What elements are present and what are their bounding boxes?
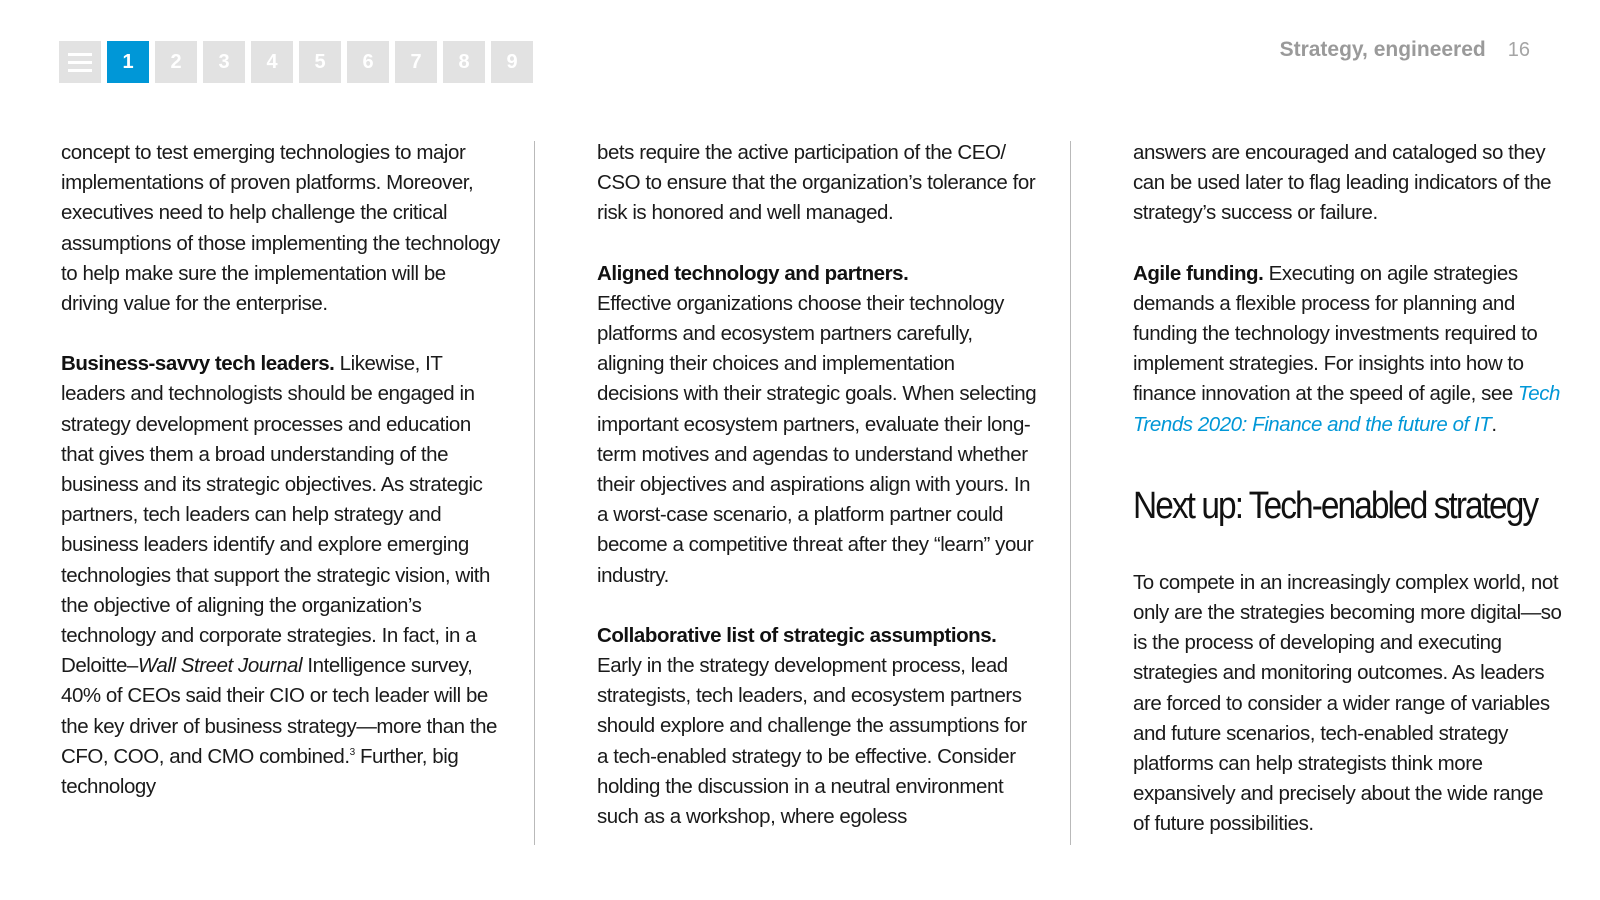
column-1 — [61, 138, 501, 832]
page-header — [1280, 38, 1530, 62]
paragraph-text: . — [1491, 412, 1497, 436]
section-heading: Agile funding. — [1133, 261, 1264, 285]
paragraph-text: Executing on agile strategies demands a flexible process for planning and funding the technology investments required to implement strategies. For insights into how to finance innovation at the speed of agile, see — [1133, 261, 1538, 406]
page-tab-4[interactable]: 4 — [251, 41, 293, 83]
paragraph-text: Likewise, IT leaders and technologists should be engaged in strategy development processes and education that gives them a broad understanding of the business and its strategic objectives. As strategic partners, tech leaders can help strategy and business leaders identify and explore emerging technologies that support the strategic vision, with the objective of aligning the organization’s technology and corporate strategies. In fact, in a Deloitte– — [61, 352, 490, 678]
page-tab-8[interactable]: 8 — [443, 41, 485, 83]
column-3 — [1133, 138, 1563, 870]
footnote-ref[interactable]: 3 — [349, 747, 355, 759]
page-tab-7[interactable]: 7 — [395, 41, 437, 83]
paragraph-text: Intelligence survey, 40% of CEOs said their CIO or tech leader will be the key driver of business strategy—more than the CFO, COO, and CMO combined. — [61, 654, 498, 768]
section-heading: Collaborative list of strategic assumptions. — [597, 623, 997, 647]
paragraph-business-savvy — [61, 349, 501, 802]
paragraph-text: Effective organizations choose their technology platforms and ecosystem partners carefully, aligning their choices and implementation decisions with their strategic goals. When selecting important ecosystem partners, evaluate their long-term motives and agendas to understand whether their objectives and aspirations align with yours. In a worst-case scenario, a platform partner could become a competitive threat after they “learn” your industry. — [597, 291, 1037, 587]
page-navigation — [59, 41, 533, 83]
column-divider — [1070, 141, 1071, 845]
document-title: Strategy, engineered — [1279, 38, 1486, 61]
page-tab-9[interactable]: 9 — [491, 41, 533, 83]
column-divider — [534, 141, 535, 845]
tech-trends-link[interactable]: Tech Trends 2020: Finance and the future of IT — [1133, 382, 1560, 436]
paragraph-text: Early in the strategy development process, lead strategists, tech leaders, and ecosystem partners should explore and challenge the assumptions for a tech-enabled strategy to be effective. Consider holding the discussion in a neutral environment such as a workshop, where egoless — [597, 654, 1027, 829]
column-2 — [597, 138, 1037, 862]
paragraph-continued: bets require the active participation of the CEO/ CSO to ensure that the organization’s tolerance for risk is honored and well managed. — [597, 141, 1036, 225]
publication-name: Wall Street Journal — [137, 654, 303, 678]
section-heading: Aligned technology and partners. — [597, 261, 909, 285]
page-tab-5[interactable]: 5 — [299, 41, 341, 83]
page-tab-1[interactable]: 1 — [107, 41, 149, 83]
paragraph-text: Further, big technology — [61, 744, 459, 799]
paragraph-next-up: To compete in an increasingly complex world, not only are the strategies becoming more digital—so is the process of developing and executing strategies and monitoring outcomes. As leaders are forced to consider a wider range of variables and future scenarios, tech-enabled strategy platforms can help strategists think more expansively and precisely about the wide range of future possibilities. — [1133, 570, 1562, 836]
paragraph-aligned-technology — [597, 259, 1037, 591]
menu-icon[interactable] — [59, 41, 101, 83]
next-up-heading: Next up: Tech-enabled strategy — [1133, 484, 1538, 527]
section-heading: Business-savvy tech leaders. — [61, 352, 335, 376]
page-tab-3[interactable]: 3 — [203, 41, 245, 83]
page-number: 16 — [1507, 39, 1530, 61]
page-tab-6[interactable]: 6 — [347, 41, 389, 83]
paragraph-intro: concept to test emerging technologies to major implementations of proven platforms. Moreover, executives need to help challenge the critical assumptions of those implementing the technology to help make sure the implementation will be driving value for the enterprise. — [61, 141, 500, 316]
page-tab-2[interactable]: 2 — [155, 41, 197, 83]
paragraph-collaborative-list — [597, 621, 1037, 832]
paragraph-continued: answers are encouraged and cataloged so they can be used later to flag leading indicators of the strategy’s success or failure. — [1133, 141, 1552, 225]
paragraph-agile-funding — [1133, 259, 1563, 440]
